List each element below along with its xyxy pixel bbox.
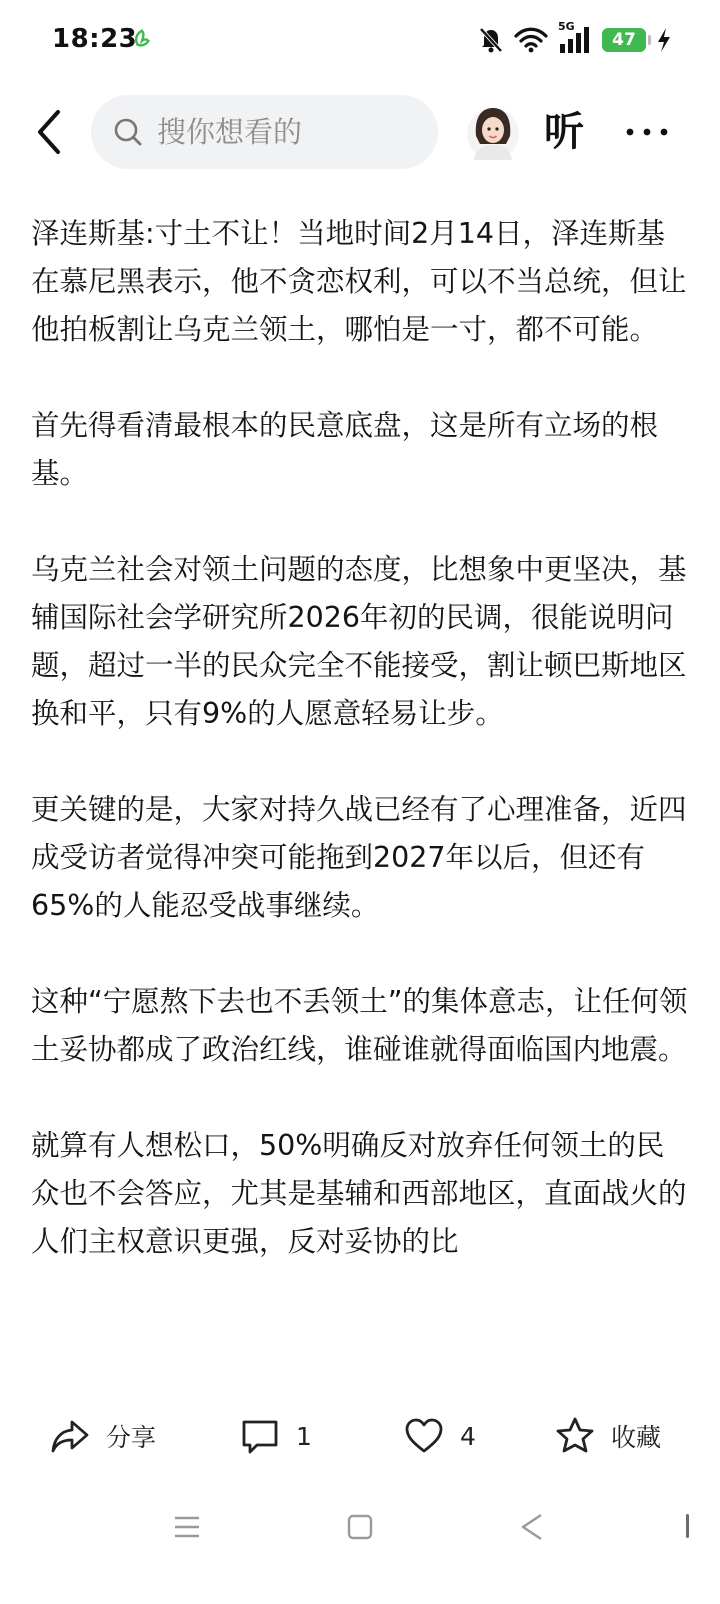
comment-icon xyxy=(240,1416,280,1456)
article-paragraph: 更关键的是，大家对持久战已经有了心理准备，近四成受访者觉得冲突可能拖到2027年以后，但还有65%的人能忍受战事继续。 xyxy=(31,793,687,922)
share-button[interactable] xyxy=(50,1414,156,1458)
home-square-icon[interactable] xyxy=(343,1510,377,1544)
article-paragraph: 就算有人想松口，50%明确反对放弃任何领土的民众也不会答应，尤其是基辅和西部地区，直面战火的人们主权意识更强，反对妥协的比 xyxy=(31,1129,687,1258)
battery-icon xyxy=(602,28,646,52)
share-icon xyxy=(50,1416,90,1456)
menu-icon[interactable] xyxy=(170,1510,204,1544)
more-dots-icon[interactable] xyxy=(622,104,672,160)
comment-button[interactable] xyxy=(240,1414,312,1458)
wifi-icon xyxy=(514,27,548,53)
favorite-button[interactable] xyxy=(555,1414,661,1458)
charging-bolt-icon xyxy=(656,27,672,53)
article-paragraph: 首先得看清最根本的民意底盘，这是所有立场的根基。 xyxy=(31,409,659,490)
article-paragraph: 这种“宁愿熬下去也不丢领土”的集体意志，让任何领土妥协都成了政治红线，谁碰谁就得面临国内地震。 xyxy=(31,985,688,1066)
share-label: 分享 xyxy=(106,1423,157,1452)
scroll-handle xyxy=(686,1514,689,1538)
like-button[interactable] xyxy=(404,1414,476,1458)
mute-bell-icon xyxy=(478,26,504,54)
header xyxy=(0,90,720,174)
article-paragraph: 乌克兰社会对领土问题的态度，比想象中更坚决，基辅国际社会学研究所2026年初的民调，很能说明问题，超过一半的民众完全不能接受，割让顿巴斯地区换和平，只有9%的人愿意轻易让步。 xyxy=(31,553,687,730)
article-paragraph: 泽连斯基:寸土不让！当地时间2月14日，泽连斯基在慕尼黑表示，他不贪恋权利，可以不当总统，但让他拍板割让乌克兰领土，哪怕是一寸，都不可能。 xyxy=(31,217,687,346)
status-bar xyxy=(0,0,720,80)
network-type-label: 5G xyxy=(558,20,575,33)
signal-icon xyxy=(558,20,592,54)
like-count: 4 xyxy=(460,1421,476,1451)
back-chevron-icon[interactable] xyxy=(28,106,72,158)
star-icon xyxy=(555,1416,595,1456)
search-icon xyxy=(113,117,143,147)
status-icons xyxy=(478,22,672,58)
comment-count: 1 xyxy=(296,1421,312,1451)
battery-level: 47 xyxy=(612,30,636,50)
back-triangle-icon[interactable] xyxy=(516,1510,550,1544)
system-nav-bar xyxy=(0,1488,720,1604)
search-input[interactable]: 搜你想看的 xyxy=(157,115,303,149)
listen-button[interactable]: 听 xyxy=(544,109,584,155)
search-box[interactable] xyxy=(91,95,438,169)
article-body xyxy=(31,210,691,1388)
action-bar xyxy=(0,1398,720,1474)
heart-icon xyxy=(404,1416,444,1456)
recycle-leaf-icon xyxy=(131,28,153,50)
favorite-label: 收藏 xyxy=(611,1423,662,1452)
avatar[interactable] xyxy=(466,100,520,164)
status-time: 18:23 xyxy=(52,24,138,54)
